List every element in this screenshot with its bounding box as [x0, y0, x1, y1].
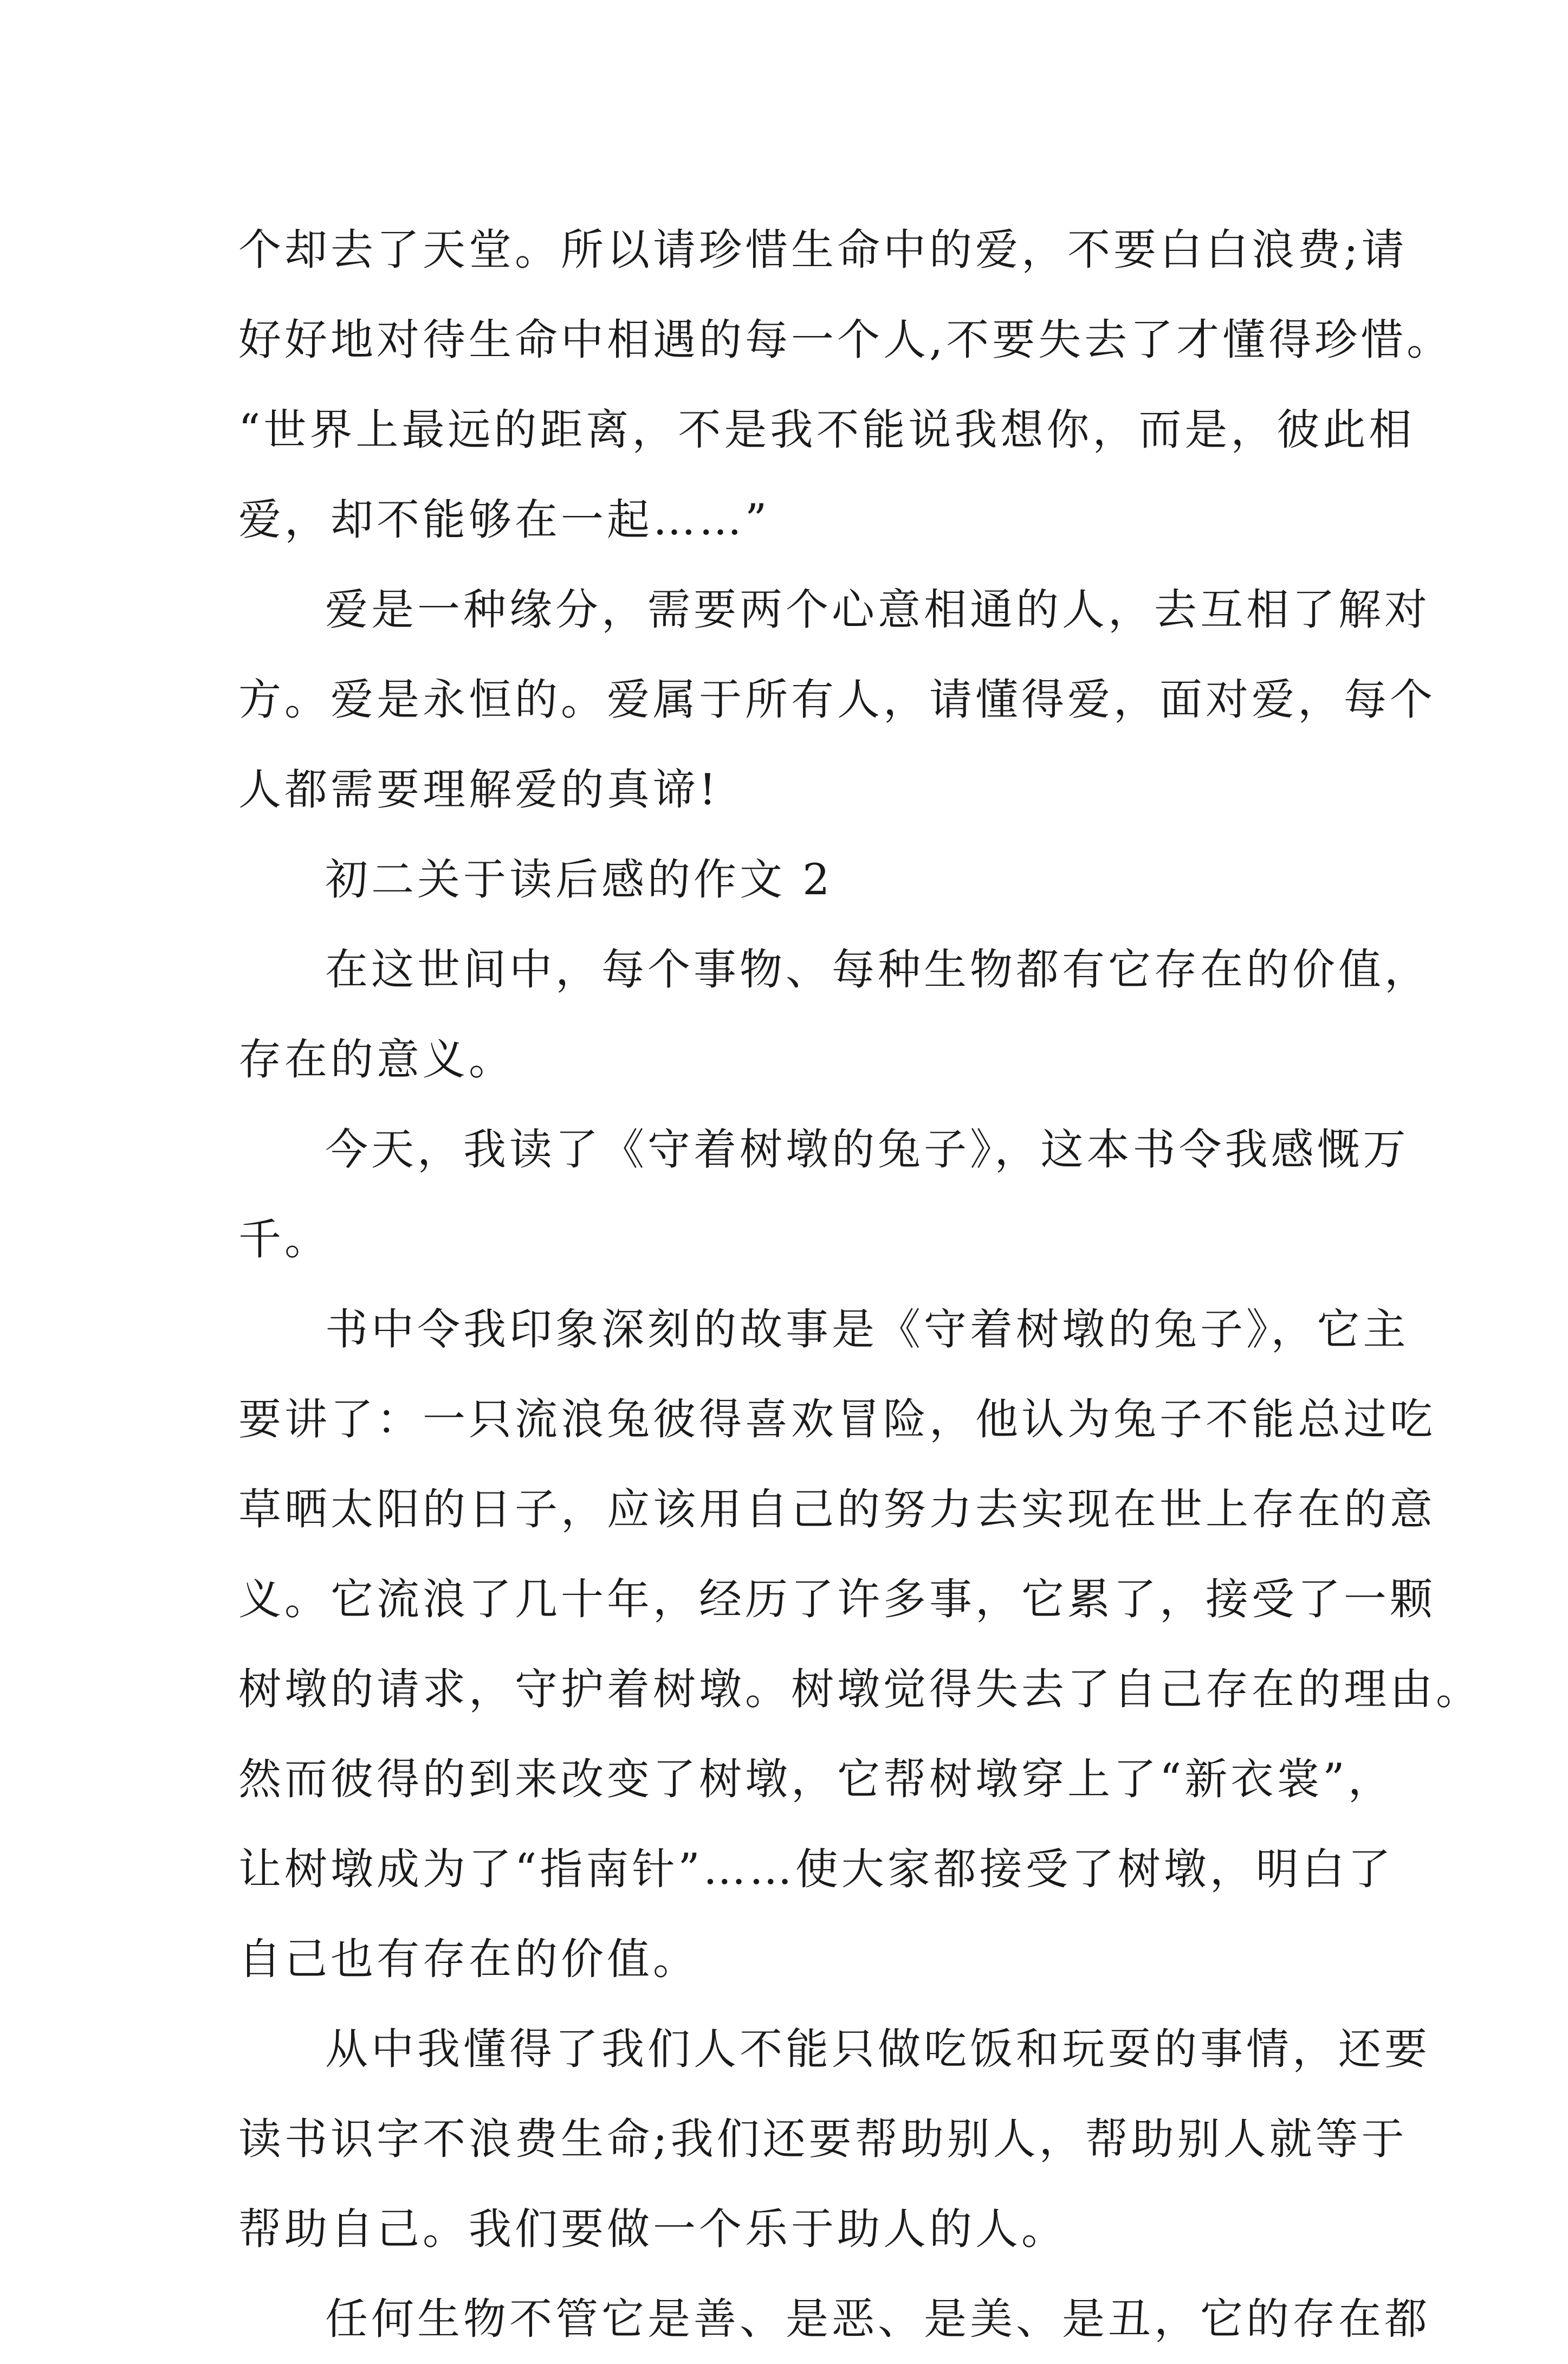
text-line: 方。爱是永恒的。爱属于所有人，请懂得爱，面对爱，每个 — [238, 675, 1436, 725]
text-line: 今天，我读了《守着树墩的兔子》，这本书令我感慨万 — [325, 1125, 1409, 1174]
text-line: 帮助自己。我们要做一个乐于助人的人。 — [238, 2204, 1067, 2254]
text-line: 树墩的请求，守护着树墩。树墩觉得失去了自己存在的理由。 — [238, 1664, 1482, 1714]
text-line: 自己也有存在的价值。 — [238, 1934, 699, 1984]
text-line: 在这世间中，每个事物、每种生物都有它存在的价值， — [325, 945, 1430, 994]
text-line: “世界上最远的距离，不是我不能说我想你，而是，彼此相 — [238, 405, 1415, 455]
text-line: 好好地对待生命中相遇的每一个人,不要失去了才懂得珍惜。 — [238, 315, 1453, 365]
text-line: 存在的意义。 — [238, 1035, 515, 1084]
text-line: 草晒太阳的日子，应该用自己的努力去实现在世上存在的意 — [238, 1484, 1436, 1534]
document-body — [238, 205, 1482, 2364]
text-line: 初二关于读后感的作文 2 — [325, 855, 833, 905]
text-line: 人都需要理解爱的真谛! — [238, 765, 720, 815]
text-line: 爱，却不能够在一起……” — [238, 495, 770, 545]
text-line: 要讲了：一只流浪兔彼得喜欢冒险，他认为兔子不能总过吃 — [238, 1394, 1436, 1444]
text-line: 书中令我印象深刻的故事是《守着树墩的兔子》，它主 — [325, 1304, 1409, 1354]
text-line: 然而彼得的到来改变了树墩，它帮树墩穿上了“新衣裳”， — [238, 1754, 1394, 1804]
text-line: 义。它流浪了几十年，经历了许多事，它累了，接受了一颗 — [238, 1574, 1436, 1624]
text-line: 爱是一种缘分，需要两个心意相通的人，去互相了解对 — [325, 585, 1430, 635]
text-line: 让树墩成为了“指南针”……使大家都接受了树墩，明白了 — [238, 1844, 1394, 1894]
text-line: 千。 — [238, 1215, 331, 1264]
text-line: 从中我懂得了我们人不能只做吃饭和玩耍的事情，还要 — [325, 2024, 1430, 2074]
text-line: 个却去了天堂。所以请珍惜生命中的爱，不要白白浪费;请 — [238, 225, 1408, 275]
text-line: 任何生物不管它是善、是恶、是美、是丑，它的存在都 — [325, 2294, 1430, 2344]
text-line: 读书识字不浪费生命;我们还要帮助别人，帮助别人就等于 — [238, 2114, 1408, 2164]
